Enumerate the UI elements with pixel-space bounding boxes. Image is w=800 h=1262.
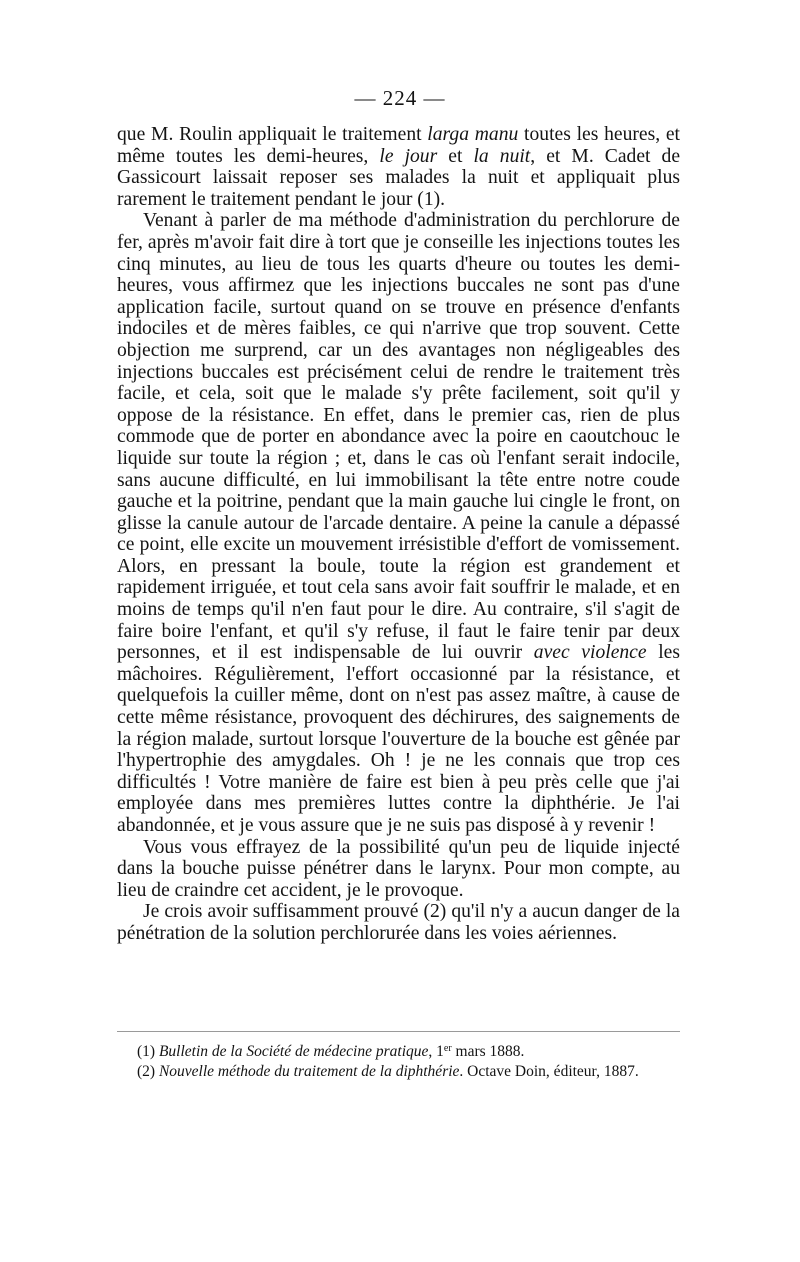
paragraph bbox=[117, 124, 680, 210]
superscript: er bbox=[443, 1043, 452, 1054]
text-run: Venant à parler de ma méthode d'administration du perchlorure de fer, après m'avoir fait dire à tort que je conseille les injections toutes les cinq minutes, au lieu de tous les quarts d'heure ou toutes les demi-heures, vous affirmez que les injections buccales ne sont pas d'une application facile, surtout quand on se trouve en présence d'enfants indociles et de mères faibles, ce qui n'arrive que trop souvent. Cette objection me surprend, car un des avantages non négligeables des injections buccales est précisément celui de rendre le traitement très facile, et cela, soit que le malade s'y prête facilement, soit qu'il y oppose de la résistance. En effet, dans le premier cas, rien de plus commode que de porter en abondance avec la poire en caoutchouc le liquide sur toute la région ; et, dans le cas où l'enfant serait indocile, sans aucune difficulté, en lui immobilisant la tête entre notre coude gauche et la poitrine, pendant que la main gauche lui cingle le front, on glisse la canule autour de l'arcade dentaire. A peine la canule a dépassé ce point, elle excite un mouvement irrésistible d'effort de vomissement. Alors, en pressant la boule, toute la région est grandement et rapidement irriguée, et tout cela sans avoir fait souffrir le malade, et en moins de temps qu'il n'en faut pour le dire. Au contraire, s'il s'agit de faire boire l'enfant, et qu'il s'y refuse, il faut le faire tenir par deux personnes, et il est indispensable de lui ouvrir bbox=[117, 210, 680, 664]
body-text bbox=[117, 124, 680, 945]
italic-text: le jour bbox=[379, 145, 438, 167]
footnote-separator bbox=[117, 1031, 680, 1032]
italic-text: avec violence bbox=[533, 642, 647, 664]
text-run: mars 1888. bbox=[451, 1043, 525, 1060]
text-run: Vous vous effrayez de la possibilité qu'un peu de liquide injecté dans la bouche puisse pénétrer dans le larynx. Pour mon compte, au lieu de craindre cet accident, je le provoque. bbox=[117, 836, 680, 901]
italic-text: la nuit bbox=[473, 145, 531, 167]
text-run: toutes les heures, et même toutes les demi-heures, bbox=[117, 124, 680, 167]
text-run: , 1 bbox=[428, 1043, 444, 1060]
footnote bbox=[117, 1042, 680, 1062]
footnote bbox=[117, 1062, 680, 1082]
paragraph bbox=[117, 901, 680, 944]
text-run: et bbox=[437, 145, 474, 167]
italic-text: Bulletin de la Société de médecine pratique bbox=[158, 1043, 429, 1060]
text-run: . Octave Doin, éditeur, 1887. bbox=[459, 1063, 639, 1080]
paragraph bbox=[117, 210, 680, 836]
footnotes bbox=[117, 1042, 680, 1082]
page-number: — 224 — bbox=[354, 86, 446, 110]
italic-text: larga manu bbox=[427, 124, 519, 145]
text-run: les mâchoires. Régulièrement, l'effort occasionné par la résistance, et quelquefois la cuiller même, dont on n'est pas assez maître, à cause de cette même résistance, provoquent des déchirures, des saignements de la région malade, surtout lorsque l'ouverture de la bouche est gênée par l'hypertrophie des amygdales. Oh ! je ne les connais que trop ces difficultés ! Votre manière de faire est bien à peu près celle que j'ai employée dans mes premières luttes contre la diphthérie. Je l'ai abandonnée, et je vous assure que je ne suis pas disposé à y revenir ! bbox=[117, 642, 680, 836]
text-run: (2) bbox=[137, 1063, 159, 1080]
text-run: (1) bbox=[137, 1043, 159, 1060]
paragraph bbox=[117, 837, 680, 902]
text-run: , et M. Cadet de Gassicourt laissait reposer ses malades la nuit et appliquait plus rarement le traitement pendant le jour (1). bbox=[117, 145, 681, 210]
text-run: Je crois avoir suffisamment prouvé (2) qu'il n'y a aucun danger de la pénétration de la solution perchlorurée dans les voies aériennes. bbox=[117, 901, 680, 944]
text-run: que M. Roulin appliquait le traitement bbox=[117, 124, 428, 145]
italic-text: Nouvelle méthode du traitement de la diphthérie bbox=[158, 1063, 460, 1080]
